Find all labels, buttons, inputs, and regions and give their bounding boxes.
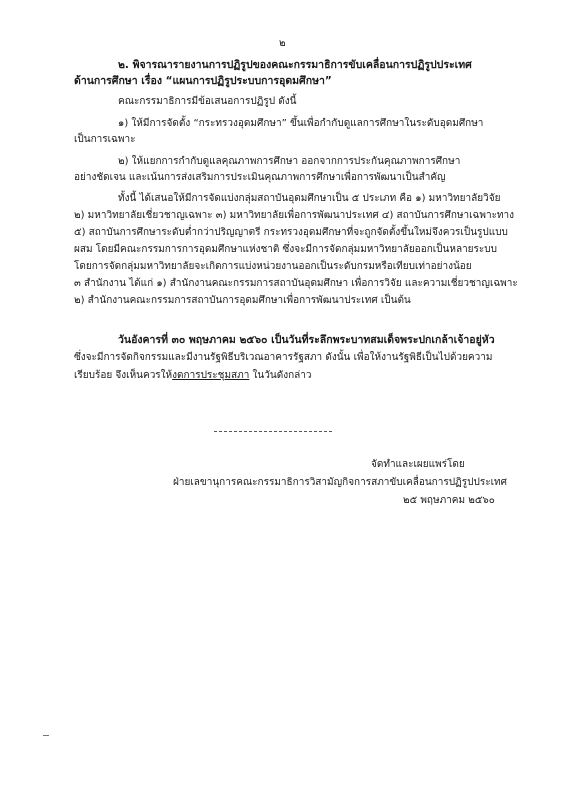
item-1-line-1: ๑) ให้มีการจัดตั้ง “กระทรวงอุดมศึกษา” ขึ้นเพื่อกำกับดูแลการศึกษาในระดับอุดมศึกษา [118, 118, 484, 129]
closing-line-3-pre: เรียบร้อย จึงเห็นควรให้ [74, 370, 173, 381]
paragraph-line: ๒) สำนักงานคณะกรรมการสถาบันการอุดมศึกษาเพื่อการพัฒนาประเทศ เป็นต้น [74, 295, 411, 306]
paragraph-line: ๒) มหาวิทยาลัยเชี่ยวชาญเฉพาะ ๓) มหาวิทยาลัยเพื่อการพัฒนาประเทศ ๔) สถาบันการศึกษาเฉพาะทาง [74, 210, 515, 221]
intro-text: คณะกรรมาธิการมีข้อเสนอการปฏิรูป ดังนี้ [118, 96, 297, 107]
paragraph-line: ผสม โดยมีคณะกรรมการการอุดมศึกษาแห่งชาติ ซึ่งจะมีการจัดกลุ่มมหาวิทยาลัยออกเป็นหลายระบบ [74, 244, 497, 255]
heading-line-1: ๒. พิจารณารายงานการปฏิรูปของคณะกรรมาธิการขับเคลื่อนการปฏิรูปประเทศ [118, 59, 472, 71]
paragraph-line: ๓ สำนักงาน ได้แก่ ๑) สำนักงานคณะกรรมการสถาบันอุดมศึกษา เพื่อการวิจัย และความเชี่ยวชาญเฉพาะ [74, 278, 518, 289]
closing-line-2: ซึ่งจะมีการจัดกิจกรรมและมีงานรัฐพิธีบริเวณอาคารรัฐสภา ดังนั้น เพื่อให้งานรัฐพิธีเป็นไปด้วยความ [74, 352, 493, 363]
closing-line-3 [74, 369, 312, 383]
scan-mark [43, 735, 49, 736]
closing-line-3-post: ในวันดังกล่าว [249, 370, 312, 381]
paragraph-line: ทั้งนี้ ได้เสนอให้มีการจัดแบ่งกลุ่มสถาบันอุดมศึกษาเป็น ๕ ประเภท คือ ๑) มหาวิทยาลัยวิจัย [118, 193, 501, 204]
item-2-line-2: อย่างชัดเจน และเน้นการส่งเสริมการประเมินคุณภาพการศึกษาเพื่อการพัฒนาเป็นสำคัญ [74, 172, 446, 183]
footer-prepared-by: จัดทำและเผยแพร่โดย [371, 459, 465, 470]
paragraph-line: โดยการจัดกลุ่มมหาวิทยาลัยจะเกิดการแบ่งหน่วยงานออกเป็นระดับกรมหรือเทียบเท่าอย่างน้อย [74, 261, 472, 272]
adjourn-session-text: งดการประชุมสภา [172, 370, 250, 381]
item-1-line-2: เป็นการเฉพาะ [74, 134, 136, 145]
footer-date: ๒๕ พฤษภาคม ๒๕๖๐ [403, 495, 495, 506]
footer-office: ฝ่ายเลขานุการคณะกรรมาธิการวิสามัญกิจการสภาขับเคลื่อนการปฏิรูปประเทศ [173, 477, 507, 488]
section-divider [214, 431, 332, 432]
heading-line-2: ด้านการศึกษา เรื่อง “แผนการปฏิรูประบบการอุดมศึกษา” [74, 75, 332, 87]
closing-bold-line: วันอังคารที่ ๓๐ พฤษภาคม ๒๕๖๐ เป็นวันที่ระลึกพระบาทสมเด็จพระปกเกล้าเจ้าอยู่หัว [118, 334, 495, 346]
item-2-line-1: ๒) ให้แยกการกำกับดูแลคุณภาพการศึกษา ออกจากการประกันคุณภาพการศึกษา [118, 156, 461, 167]
page-number: ๒ [279, 38, 286, 49]
paragraph-line: ๕) สถาบันการศึกษาระดับต่ำกว่าปริญญาตรี กระทรวงอุดมศึกษาที่จะถูกจัดตั้งขึ้นใหม่จึงควรเป็นรูปแบบ [74, 227, 508, 238]
